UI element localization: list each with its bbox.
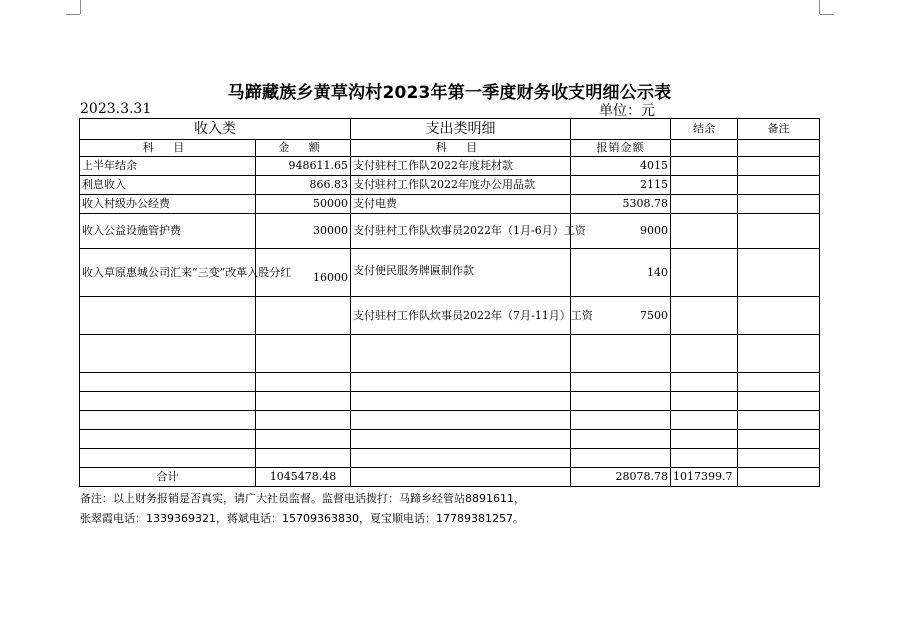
income-item: 上半年结余 [80, 157, 256, 176]
crop-mark-right [819, 0, 820, 14]
total-row [80, 468, 820, 487]
expense-item: 支付便民服务牌匾制作款 [351, 249, 571, 297]
balance-subheader [671, 140, 738, 157]
remark-cell [738, 249, 820, 297]
income-subject-header: 科 目 [80, 140, 256, 157]
balance-cell [671, 297, 738, 335]
expense-item: 支付电费 [351, 195, 571, 214]
expense-item: 支付驻村工作队2022年度办公用品款 [351, 176, 571, 195]
balance-cell [671, 176, 738, 195]
remark-header: 备注 [738, 119, 820, 140]
crop-mark-left-h [66, 14, 80, 15]
balance-cell [671, 214, 738, 249]
expense-amount: 7500 [571, 297, 671, 335]
income-amount-header: 金 额 [256, 140, 351, 157]
income-amount: 16000 [256, 249, 351, 297]
remark-subheader [738, 140, 820, 157]
expense-amount: 4015 [571, 157, 671, 176]
crop-mark-right-h [820, 14, 834, 15]
income-item: 收入草原惠城公司汇来“三变”改革入股分红 [80, 249, 256, 297]
total-expense: 28078.78 [571, 468, 671, 487]
expense-header: 支出类明细 [351, 119, 571, 140]
total-expense-item [351, 468, 571, 487]
income-amount: 866.83 [256, 176, 351, 195]
table-row [80, 157, 820, 176]
income-amount: 30000 [256, 214, 351, 249]
header-row-2 [80, 140, 820, 157]
total-balance: 1017399.7 [671, 468, 738, 487]
income-item: 收入公益设施管护费 [80, 214, 256, 249]
total-label: 合计 [80, 468, 256, 487]
crop-mark-left [80, 0, 81, 14]
remark-cell [738, 157, 820, 176]
balance-cell [671, 157, 738, 176]
income-item: 收入村级办公经费 [80, 195, 256, 214]
empty-row [80, 430, 820, 449]
balance-cell [671, 249, 738, 297]
table-row [80, 214, 820, 249]
balance-cell [671, 195, 738, 214]
income-item: 利息收入 [80, 176, 256, 195]
empty-row [80, 449, 820, 468]
footer-notes [80, 489, 525, 529]
remark-cell [738, 214, 820, 249]
notes-line-2: 张翠霞电话：1339369321，蒋斌电话：15709363830，夏宝顺电话：17789381257。 [80, 512, 524, 525]
empty-row [80, 411, 820, 430]
expense-item: 支付驻村工作队炊事员2022年（1月-6月）工资 [351, 214, 571, 249]
finance-table [79, 118, 820, 487]
empty-row [80, 335, 820, 373]
header-row-1 [80, 119, 820, 140]
income-amount: 948611.65 [256, 157, 351, 176]
income-amount: 50000 [256, 195, 351, 214]
expense-item: 支付驻村工作队炊事员2022年（7月-11月）工资 [351, 297, 571, 335]
table-row [80, 195, 820, 214]
remark-cell [738, 176, 820, 195]
reimburse-amount-header: 报销金额 [571, 140, 671, 157]
expense-item: 支付驻村工作队2022年度耗材款 [351, 157, 571, 176]
notes-line-1: 备注：以上财务报销是否真实，请广大社员监督。监督电话拨打：马蹄乡经管站8891611， [80, 492, 525, 505]
total-remark [738, 468, 820, 487]
balance-header: 结余 [671, 119, 738, 140]
total-income: 1045478.48 [256, 468, 351, 487]
remark-cell [738, 297, 820, 335]
page-title: 马蹄藏族乡黄草沟村2023年第一季度财务收支明细公示表 [227, 83, 672, 103]
expense-amount: 5308.78 [571, 195, 671, 214]
income-header: 收入类 [80, 119, 351, 140]
expense-subject-header: 科 目 [351, 140, 571, 157]
currency-unit: 单位：元 [599, 103, 655, 119]
remark-cell [738, 195, 820, 214]
report-date: 2023.3.31 [80, 101, 152, 117]
income-amount [256, 297, 351, 335]
expense-amount: 140 [571, 249, 671, 297]
expense-blank-header [571, 119, 671, 140]
expense-amount: 2115 [571, 176, 671, 195]
empty-row [80, 392, 820, 411]
table-row [80, 297, 820, 335]
table-row [80, 176, 820, 195]
table-row [80, 249, 820, 297]
income-item [80, 297, 256, 335]
expense-amount: 9000 [571, 214, 671, 249]
empty-row [80, 373, 820, 392]
